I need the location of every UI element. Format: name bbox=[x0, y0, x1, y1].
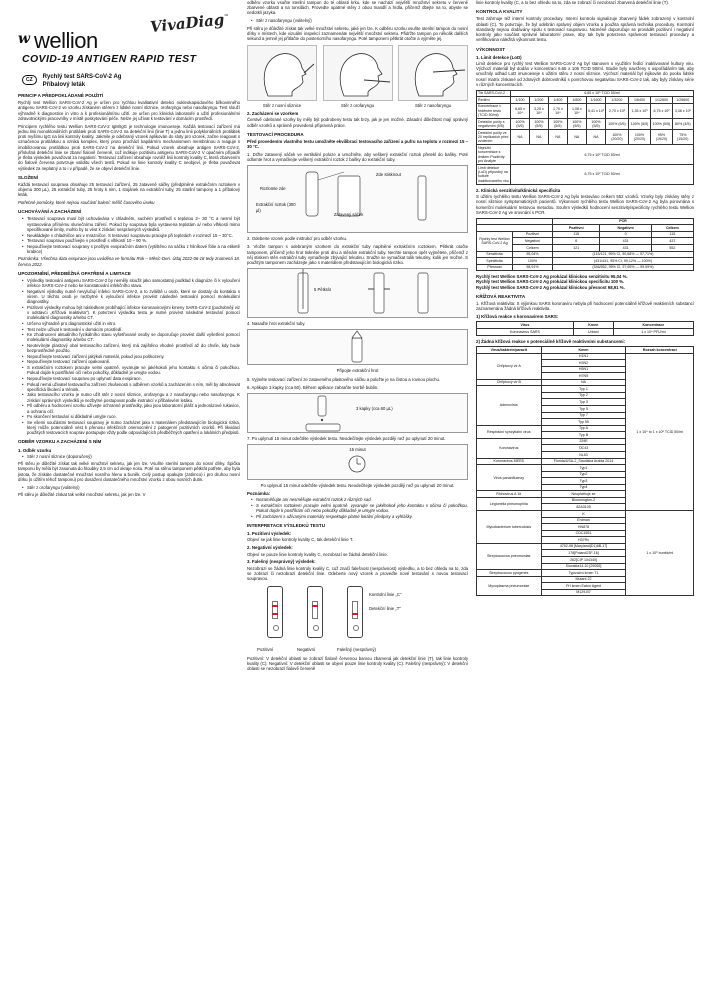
paragraph-falesny-cont: linie kontroly kvality (C, a to bez ohledu na to, zda se zobrazí či nezobrazí zbarvená detekční linie (T). bbox=[476, 0, 669, 5]
step-2: 2. Odeberte vzorek podle instrukcí pro odběr vzorku. bbox=[247, 236, 348, 242]
extraction-buffer-icon bbox=[248, 166, 467, 232]
paragraph-negativni: Objeví se pouze linie kontroly kvality C, nezobrazí se žádná detekční linie. bbox=[247, 551, 388, 557]
paragraph-princip-2: Principem rychlého testu Wellion SARS-CoV-2 IgM/IgG je technologie imunoeseje. Každá testovací zařízení má jednu linii monoklonálních protilátek proti SARS-CoV-2 na detekční linii (linie T) a jednu linii polyklonálních protilátek proti myšímu IgG na linii kontroly kvality. Jakmile je odebraný vzorek aplikován do sloty pro vzorek, začne reagovat s označenou protilátkou a vzniká komplex, který proto prochází kapilárním mechanismem membránou a reaguje s imobilizovanou protilátkou proti SARS-CoV-2 na detekční linii. Pokud vzorek obsahuje antigen SARS-CoV-2, příslušná detekční linie se zbarví fialově červeně, což indikuje pozitivitu antigenu SARS-CoV-2 V opačném případě je třeba výsledek považovat za negativní. Testovací zařízení obsahuje rovněž linii kontroly kvality C, která zbarvením do fialově červena potvrzuje validitu všech testů. Pokud se linie kontroly kvality C neobjeví, je třeba považovat výsledek za neplatný a to i v případě, že se objeví detekční linie. bbox=[18, 123, 240, 171]
table-cell: Virus bbox=[477, 322, 574, 329]
table-cell: 431 bbox=[600, 244, 651, 251]
subheading-lod: 1. Limit detekce (LoD) bbox=[476, 54, 522, 60]
table-cell: Chřipkový vir B bbox=[477, 379, 542, 386]
list-item: • Nezaměňujte ani nesměšujte extrakční roztok z různých sad. bbox=[252, 497, 468, 502]
tube-tip-icon bbox=[248, 330, 467, 364]
table-cell: 552 bbox=[651, 244, 693, 251]
dropper-cassette-icon bbox=[248, 394, 467, 432]
table-cell: H3N2 bbox=[541, 360, 626, 367]
column-3 bbox=[476, 0, 694, 599]
table-cell: Detekční počty ve 20 replikacích před zvolením bbox=[477, 130, 511, 145]
figure-caption: Stěr z nosní sliznice bbox=[262, 103, 302, 109]
wellion-logo bbox=[34, 28, 98, 55]
table-cell: Typ3 bbox=[541, 478, 626, 485]
table-cell: Titr SARS-CoV-2 bbox=[477, 90, 511, 97]
table-cell: NA bbox=[541, 379, 626, 386]
step-6: 6. Aplikujte 3 kapky (cca 60). Během aplikace zabraňte tvorbě bublin. bbox=[247, 384, 379, 390]
table-cell: Virus/bakterie/parazit bbox=[477, 346, 542, 353]
table-cell: Celkem bbox=[651, 225, 693, 232]
section-heading-interpretace: INTERPRETACE VÝSLEDKŮ TESTU bbox=[247, 522, 326, 528]
list-item-nosni: • Stěr z nosní sliznice (doporučený) bbox=[23, 454, 240, 459]
table-cell: 1/12800 bbox=[651, 97, 672, 104]
paragraph-odber-nosni: Při stěru je důležité získat tak velké množství sekretu, jak jen lze. Vsuňte sterilní tampon do nosní dírky. Špička tamponu by měla být zasunuta do hloubky 2,5 cm od okraje nosu. Poté na stěnu tamponem pětkrát potřete, aby byla jistota, že získáte dostatečné množství nosního hlenu a buněk. Celý postup opakujte (zatímco) i pro druhou nosní dírku (s užitím téhož tamponu) pro dosažení dostatečného množství vzorku z obou nosních dutin. bbox=[18, 461, 240, 482]
label-3-kapky: 3 kapky (cca 60 µL) bbox=[356, 405, 393, 411]
subtitle-line-2: Příbalový leták bbox=[42, 81, 86, 88]
table-cell: 121 bbox=[552, 244, 599, 251]
paragraph-pomucky: Potřebné pomůcky, které nejsou součástí balení: měřič časového úseku bbox=[18, 200, 155, 206]
label-invalid: Falešný (nesprávný) bbox=[337, 647, 376, 653]
table-cell: 6,75 x 10² bbox=[651, 103, 672, 118]
table-cell: Specificita bbox=[477, 258, 513, 265]
table-cell: Streptococcus pneumoniae bbox=[477, 543, 542, 569]
list-item: • Se všemi součástmi testovací soupravy je nutno zacházet jako s materiálem představujícím biologická rizika, který může potenciálně vést k přenosu infekčních onemocnění z patogenní pozitivních vzorků. Při likvidaci použitých testovacích souprav postupujte vždy podle odpovídajících předběžných opatření a lokálních předpisů. bbox=[23, 420, 240, 436]
table-cell: H5N1 bbox=[541, 366, 626, 373]
column-1 bbox=[18, 0, 240, 500]
label-detekcni-linie: Detekční linie „T" bbox=[369, 606, 401, 612]
table-cell: Typ4 bbox=[541, 484, 626, 491]
label-petkrat: 5 Pětkrát bbox=[314, 287, 331, 293]
subtitle-line-1: Rychlý test SARS-CoV-2 Ag bbox=[42, 74, 122, 80]
table-cell: 431 bbox=[600, 238, 651, 245]
table-cell: Koronavirus bbox=[477, 438, 542, 458]
list-item: • Nepoužívejte testovací zařízení jakýkoli materiál, pokud jsou poškozeny. bbox=[23, 354, 240, 359]
subtitle bbox=[43, 74, 122, 89]
table-cell: Koronavirus MERS bbox=[477, 458, 542, 465]
list-item: • Při odběru a hodnocení vzorku užívejte ochranné prostředky, jako jsou laboratorní plášť a jednorázové rukavice, a ochranu očí. bbox=[23, 403, 240, 413]
table-cell: 1 x 10⁶ buněk/ml bbox=[626, 511, 694, 596]
table-cell: 5,41 x 10³ bbox=[586, 103, 605, 118]
vivadiag-logo bbox=[149, 10, 230, 36]
list-item: • Jako testovacího vzorku je nutno užít stěr z nosní sliznice, orofaryngu a z nasofaryngu nebo nasofaryngu. K získání správných výsledků je nezbytné postupovat podle instrukcí v příbalovém letáku. bbox=[23, 392, 240, 402]
subheading-pozitivni: 1. Pozitivní výsledek: bbox=[247, 530, 292, 536]
table-cell: 95,04% bbox=[513, 251, 553, 258]
section-heading-krizova: KŘÍŽOVÁ REAKTIVITA bbox=[476, 293, 526, 299]
wellion-logo-mark: w bbox=[18, 31, 31, 47]
paragraph-zachazeni: Čerstvě odebrané vzorky by měly být podrobeny testu tak brzy, jak je jen možné. Zásadní důležitost mají správný odběr vzorků a správně provedená přípravná práce. bbox=[247, 117, 468, 128]
list-item: • Testovací souprava musí být uchovávána v chladném, suchém prostředí s teplotou 2– 30 °C a nesmí být vystavována přímému slunečnímu záření. Pokud by souprava byla vystavena teplotám a/ nebo vlhkosti mimo specifikované limity, mohlo by to vést k získání nesprávných výsledků. bbox=[23, 216, 240, 232]
table-cell: K bbox=[541, 511, 626, 518]
label-zataveny-sacek: Zatavený sáček bbox=[334, 212, 364, 218]
table-cell: (115/121, 95% CI, 90,68% — 97,71%) bbox=[552, 251, 693, 258]
label-rozlomte-zde: Rozlomte zde bbox=[260, 186, 286, 192]
table-cell: 115 bbox=[651, 231, 693, 238]
table-cell: Detekční počty s negativním (5/5) bbox=[477, 119, 511, 130]
paragraph-falesny: Nezobrazí se žádná linie kontroly kvality C, což značí falešnost (nesprávnost) výsledku, a to bez ohledu na to, zda se zobrazí či nezobrazí detekční linie. Odeberte nový vzorek a proveďte nové testování s novou testovací soupravou. bbox=[247, 565, 468, 582]
label-positive: Pozitivní bbox=[257, 647, 274, 653]
table-cell: Urbani bbox=[573, 329, 613, 336]
head-profile-throat-icon bbox=[324, 46, 392, 101]
section-heading-slozeni: SLOŽENÍ bbox=[18, 174, 38, 180]
step-7: 7. Po uplynutí 15 minut odečtěte výsledek testu. Neodečítejte výsledek později než po uplynutí 20 minut. bbox=[247, 435, 446, 441]
subheading-odber-vzorku: 1. Odběr vzorku bbox=[18, 447, 52, 453]
table-cell: 262[CIP 104340] bbox=[541, 556, 626, 563]
table-cell: H7N9 bbox=[541, 373, 626, 380]
table-cell: Slovakia14-10 [29055] bbox=[541, 563, 626, 570]
table-cell: 100% (20/20) bbox=[628, 130, 651, 145]
table-cell: Streptococcus pyogenes bbox=[477, 570, 542, 577]
paragraph-poznamka: Poznámka: Všechna data exspirace jsou uváděna ve formátu Rok – Měsíc-Den. Údaj 2022-06-18 tedy znamená 18. června 2022. bbox=[18, 256, 240, 267]
list-item-orofaryng: • Stěr z orofaryngu (volitelný) bbox=[23, 485, 240, 490]
list-item: • Výsledky testování antigenu SARS-CoV-2 by neměly sloužit jako samostatný podklad k diagnóze či k vyloučení infekce SARS-CoV-2 nebo ke konstatování infekčního stavu. bbox=[23, 278, 240, 288]
table-cell: Mycobacterium tuberculosis bbox=[477, 511, 542, 544]
list-item: • Test nelze užívat k testování v domácím prostředí. bbox=[23, 327, 240, 332]
subheading-krizova-sars: 1) Křížová reakce s koronavirem SARS: bbox=[476, 314, 559, 320]
table-cell: 1/25600 bbox=[672, 97, 693, 104]
section-heading-kontrola: KONTROLA KVALITY bbox=[476, 9, 523, 15]
table-cell: 6,75 x 10² TCID 50/ml bbox=[511, 145, 694, 165]
table-cell: 100% (5/5) bbox=[529, 119, 548, 130]
table-cell: 6,75 x 10² TCID 50/ml bbox=[511, 165, 694, 185]
table-cell: 6,65 x 10⁴ bbox=[511, 103, 530, 118]
summary-specificity: Rychlý test Wellion SARS-CoV-2 Ag prokázal klinickou specificitu 100 %. bbox=[476, 279, 625, 285]
table-cell: Rhinovirus A 16 bbox=[477, 491, 542, 498]
list-item: • S extrakčním roztokem pracujte velmi opatrně, vyvarujte se jakéhokoli jeho kontaktu s očima či pokožkou. Pokud dojde k postříkání očí nebo pokožky, důkladně je umyjte vodou. bbox=[23, 365, 240, 375]
table-cell: Typizační kmen T1 bbox=[541, 570, 626, 577]
list-item: • Neukládejte v chladničce ani v mrazničce. S testovací soupravou pracujte při teplotách v rozmezí 15 – 30°C. bbox=[23, 233, 240, 238]
brand-header bbox=[18, 0, 240, 65]
list-item: • Určeno výhradně pro diagnostické užití in vitro. bbox=[23, 321, 240, 326]
table-cell: 100% (5/5) bbox=[567, 119, 586, 130]
table-cell: Mutant 22 bbox=[541, 576, 626, 583]
table-cell: 100% (5/5) bbox=[548, 119, 567, 130]
table-cell: 100% bbox=[513, 258, 553, 265]
table-cell: Typ 1 bbox=[541, 386, 626, 393]
table-cell: NA bbox=[586, 130, 605, 145]
paragraph-lod: Limit detekce pro rychlý test Wellion SARS-CoV-2 Ag byl stanoven s využitím ředící inaktivované kultury viru. Výchozí materiál byl dodán v koncentraci 6.65 x 106 TCID 50/ml. Studie byly navrženy s uspořádáním tak, aby umožnily odhad LoD imunoeseje s užitím stěru z nosní sliznice. Výchozí materiál byl injikován do pooku lidské nosní matrix získané od zdravých dobrovolníků s povrchovou negativitou SARS-CoV-2 tak, aby byly získány série v různých koncentracích. bbox=[476, 60, 694, 87]
diagram-swab-rotation bbox=[247, 268, 468, 318]
section-heading-odber: ODBĚR VZORKU A ZACHÁZENÍ S NÍM bbox=[18, 439, 102, 445]
figure-nosni bbox=[247, 45, 317, 108]
table-cell: 1,08 x 10⁴ bbox=[567, 103, 586, 118]
paragraph-procedura: Před provedením vlastního testu umožněte ekvilibraci testovacího zařízení a pufru na teplotu v rozmezí 15 – 30 °C. bbox=[247, 138, 468, 150]
table-cell: 4752-98 [Maryland(D1)6B-17] bbox=[541, 543, 626, 550]
step-4: 4. Nasaďte hrot extrakční tuby. bbox=[247, 321, 306, 327]
table-cell: Adenovirus bbox=[477, 386, 542, 425]
paragraph-klinicka: S užitím rychlého testu Wellion SARS-CoV-2 Ag bylo testováno celkem 552 vzorků. Vzorky byly získány stěry z nosní sliznice symptomatických pacientů. Výkonnost rychlého testu Wellion SARS-CoV-2 Ag byla porovnána s komerční molekulární testovou metodou. Souhrn výsledků hodnocení senzitivity/specificity rychlého testu Wellion SARS-CoV-2 Ag ve srovnání s PCR. bbox=[476, 194, 694, 215]
table-cell: Typ 3 bbox=[541, 399, 626, 406]
table-cell: NL63 bbox=[541, 451, 626, 458]
table-cell: Pozitivní bbox=[552, 225, 599, 232]
table-cell: Koronavirus SARS bbox=[477, 329, 574, 336]
table-cell: 115 bbox=[552, 231, 599, 238]
timer-icon bbox=[248, 452, 467, 476]
figure-caption: Stěr z orofaryngu bbox=[341, 103, 374, 109]
list-item: • Nepoužívejte testovací zařízení opakovaně. bbox=[23, 359, 240, 364]
table-cell: 1,70 x 10⁴ bbox=[548, 103, 567, 118]
diagram-extraction bbox=[247, 165, 468, 233]
swab-in-tube-icon bbox=[248, 269, 467, 317]
step-1: 1. Držte zatavený sáček ve vertikální poloze a umožněte, aby veškerý extrakční roztok přetekl do baňky. Poté odlomte hrot a vymačkejte veškerý extrakční roztok z baňky do extrakční tuby. bbox=[247, 151, 468, 163]
paragraph-slozeni: Každá testovací souprava obsahuje 25 testovací zařízení, 25 zataveně sáčky (předplněné extrakčním roztokem v objemu 300 µL), 25 extrakční tuby, 25 hroty k nim, 1 stojánek na extrakční tuby, 25 starilní tampony a 1 příbalový leták. bbox=[18, 181, 240, 198]
list-item: • S extrakčním roztokem pracujte velmi opatrně. vyvarujte se jakéhokoli jeho kontaktu s očima či pokožkou. Pokud dojde k postříkání očí nebo pokožky důkladně je umyjte vodou. bbox=[252, 503, 468, 513]
language-row bbox=[22, 74, 240, 89]
table-cell: Mycoplasma pneumoniae bbox=[477, 576, 542, 596]
table-cell: 95% (19/20) bbox=[651, 130, 672, 145]
table-cell: Koncentrace v ředěném testu (TCID 50/ml) bbox=[477, 103, 511, 118]
section-heading-vykonnost: VÝKONNOST bbox=[476, 46, 506, 52]
cross-reactivity-sars-table bbox=[476, 321, 694, 335]
table-cell: 80% (4/5) bbox=[672, 119, 693, 130]
summary-sensitivity: Rychlý test Wellion SARS-CoV-2 Ag prokázal klinickou senzitivitu 95,04 %. bbox=[476, 274, 628, 280]
table-cell: 437 bbox=[651, 238, 693, 245]
table-cell: 229E bbox=[541, 438, 626, 445]
table-cell: NA bbox=[548, 130, 567, 145]
paragraph-nasofaryng: Při stěru je důležité získat tak velké množství sekretu, jaké jen lze. K odběru vzorku vsuňte sterilní tampon do nosní dírky v místech, kde vizuální inspekcí zaznamenáte největší množství sekretu. Přidržte tampon po několik dalších sekund a jemně jej přitlačte do posteriorního nasofaryngu. Poté tamponem pětkrát otočte a vyjměte jej. bbox=[247, 25, 468, 41]
table-cell: 1/100 bbox=[511, 97, 530, 104]
table-cell: NA bbox=[567, 130, 586, 145]
paragraph-princip-1: Rychlý test Wellion SARS-CoV-2 Ag je určen pro rychlou kvalitativní detekci nukleokapsidového bílkovinného antigenu SARS-CoV-2 ve vzorku získaném stěrem z lidské nosní sliznice, orofaryngu nebo nasofaryngu. Test slouží výhradně k diagnostice in vitro a k profesionálnímu užití. Je určen pro klinická laboratoře a užití profesionálními zdravotnickými pracovníky v místě poskytování péče. Nelze jej užívat k testování v domácím prostředí. bbox=[18, 100, 240, 121]
table-cell: 1/800 bbox=[567, 97, 586, 104]
summary-accuracy: Rychlý test Wellion SARS-CoV-2 Ag prokázal klinickou přesnost 98,91 %. bbox=[476, 284, 625, 290]
table-cell: H1N1 bbox=[541, 353, 626, 360]
table-cell: Typ B bbox=[541, 432, 626, 439]
swab-figures bbox=[247, 45, 468, 108]
table-cell: Typ A bbox=[541, 425, 626, 432]
step-5: 5. Vyjměte testovací zařízení ze zataveného plastového sáčku a položte je na čistou a rovnou plochu. bbox=[247, 376, 441, 382]
wellion-logo-word: wellion bbox=[34, 28, 98, 53]
list-item: • Pozitivní výsledky mohou být následkem probíhající infekce koronavirovými kmeny SARS-CoV-2 (podrobněji viz v odstavci „Křížová reaktivita"). K potvrzení výsledku testu je nutné provést následné testování pomocí molekulární diagnostiky a/nebo CT. bbox=[23, 305, 240, 321]
table-cell: Typ 5 bbox=[541, 406, 626, 413]
cross-reactivity-table bbox=[476, 346, 694, 596]
list-item: • Ke zhodnocení aktuálního fyzikálního stavu vyšetřované osoby se doporučuje provést další vyšetření pomocí molekulární diagnostiky a/nebo CT. bbox=[23, 332, 240, 342]
table-cell: 1 x 10⁴ PFU/ml bbox=[613, 329, 693, 336]
figure-caption: Stěr z nasofaryngu bbox=[414, 103, 452, 109]
table-cell: H37Rv bbox=[541, 537, 626, 544]
table-cell: 100% (5/5) bbox=[606, 119, 629, 130]
list-item: • Po skončení testování si důkladně umyjte ruce. bbox=[23, 414, 240, 419]
subheading-zachazeni: 2. Zacházení se vzorkem bbox=[247, 110, 299, 116]
paragraph-odber-orofaryng: Při stěru je důležité získat tak velké množství sekretu, jak jen lze. V bbox=[18, 491, 146, 497]
section-heading-princip: PRINCIP A PŘEDPOKLÁDANÉ POUŽITÍ bbox=[18, 93, 104, 98]
diagram-result-cassettes bbox=[247, 584, 468, 648]
section-heading-uchovavani: UCHOVÁVÁNÍ A ZACHÁZENÍ bbox=[18, 209, 81, 215]
list-item: • Při zacházení s užívanými materiály respektujte platné lokální předpisy a vyhlášky. bbox=[252, 514, 468, 519]
list-item: • Nepoužívejte testovací soupravy s prošlým exspiračním datem (vytištěno na sáčku z hliníkové fólie a na etiketě krabice) bbox=[23, 244, 240, 254]
head-profile-nasopharynx-icon bbox=[399, 46, 467, 101]
table-cell: CDC1551 bbox=[541, 530, 626, 537]
table-cell: Ředění bbox=[477, 97, 511, 104]
subheading-klinicka: 2. Klinická senzitivita/klinická specificita bbox=[476, 187, 561, 193]
table-cell: 2,70 x 10³ bbox=[606, 103, 629, 118]
table-cell: 3,25 x 10⁴ bbox=[529, 103, 548, 118]
list-item: • Negativní výsledky nutně nevylučují infekci SARS-CoV-2, a to zvláště u osob, které se dostaly do kontaktu s virem. U těchto osob je nezbytné k vyloučení infekce provést následné testování pomocí molekulární diagnostiky. bbox=[23, 289, 240, 305]
table-cell: Neuplatňuje se bbox=[541, 491, 626, 498]
section-heading-upozorneni: UPOZORNĚNÍ, PŘEDBĚŽNÁ OPATŘENÍ A LIMITACE bbox=[18, 270, 131, 276]
subheading-poznamka: Poznámka: bbox=[247, 490, 271, 496]
table-cell: 1 x 10⁴ to 1 x 10⁶ TCID 50/ml bbox=[626, 353, 694, 511]
step-3: 3. Vložte tampon s odebraným vzorkem do extrakční tuby naplněné extrakčním roztokem. Pětkrát otočte tamponem, přičemž jeho hrot tiskněte proti dnu a stěnám extrakční tuby. Nechte tampon opět vyjmětete, přičemž z něj stiskem stěn extrakční tuby vymačkejte zbývající tekutinu. Snažte se vymačkat tolik tekutiny, kolik jen možné. S použitým tamponem zacházejte jako s materiálem představujícím biologická riziko. bbox=[247, 244, 468, 265]
table-cell: OC43 bbox=[541, 445, 626, 452]
label-negative: Negativní bbox=[297, 647, 316, 653]
table-cell: Rozsah koncentrací bbox=[626, 346, 694, 353]
diagram-timer bbox=[247, 444, 468, 480]
section-heading-procedura: TESTOVACÍ PROCEDURA bbox=[247, 131, 304, 137]
table-cell: NA bbox=[529, 130, 548, 145]
list-item: • Nepoužívejte testovací soupravu po uplynutí data exspirace. bbox=[23, 376, 240, 381]
label-extrakcni-roztok: Extrakční roztok (300 µl) bbox=[256, 202, 296, 213]
list-item: • Testovací soupravu používejte v prostředí s vlhkostí 10 – 90 %. bbox=[23, 238, 240, 243]
caption-timer: Po uplynutí 15 minut odečtěte výsledek testu. Neodečítejte výsledek později než po uplynutí 20 minut. bbox=[260, 482, 455, 488]
table-cell: 100% (5/5) bbox=[651, 119, 672, 130]
lod-table bbox=[476, 90, 694, 185]
table-cell: 1/3200 bbox=[606, 97, 629, 104]
table-cell: Virus parainfluenzy bbox=[477, 465, 542, 491]
table-cell: 1/400 bbox=[548, 97, 567, 104]
list-item-nasofaryng: • Stěr z nasofaryngu (volitelný) bbox=[252, 18, 468, 23]
table-cell: Celkem bbox=[513, 244, 553, 251]
head-profile-nose-icon bbox=[248, 46, 316, 101]
diagram-attach-tip bbox=[247, 329, 468, 365]
label-15-minut: 15 minut bbox=[349, 446, 366, 452]
table-cell: Negativní bbox=[600, 225, 651, 232]
table-cell: FH kmen Eaton Agent bbox=[541, 583, 626, 590]
table-cell: Rychlý test Wellion SARS-CoV-2 Ag bbox=[477, 231, 513, 251]
subheading-krizova-substance: 2) Žádná křížová reakce s potenciálně křížově reaktivními substancemi: bbox=[476, 338, 626, 344]
table-cell: 178[Poland23F-16] bbox=[541, 550, 626, 557]
list-item: • Neotevírejte plastový obal testovacího zařízení, který má zajištěno vhodné prostředí až do chvíle, kdy bude bezprostředně použito. bbox=[23, 343, 240, 353]
list-item: • Pokud nemá uživatel testovacího zařízení zkušenosti s odběrem vzorků a zacházením s ním, měl by absolvovat specifická školení a trénink. bbox=[23, 382, 240, 392]
list-poznamka bbox=[252, 497, 468, 519]
table-cell: Typ1 bbox=[541, 465, 626, 472]
table-cell: 100% (5/5) bbox=[628, 119, 651, 130]
table-cell: Přesnost bbox=[477, 264, 513, 271]
list-upozorneni bbox=[23, 278, 240, 436]
table-cell: 6 bbox=[552, 238, 599, 245]
table-cell: (546/552, 95% CI, 97,65% — 99,59%) bbox=[552, 264, 693, 271]
table-cell: Respirační syncytiální virus bbox=[477, 425, 542, 438]
paragraph-pozitivni: Objeví se jak linie kontroly kvality C, tak detekční linie T. bbox=[247, 537, 354, 543]
table-cell: Koncentrace bbox=[613, 322, 693, 329]
table-cell: NA bbox=[511, 130, 530, 145]
table-cell: Typ 7 bbox=[541, 412, 626, 419]
figure-orofaryng bbox=[323, 45, 393, 108]
cassette-negative bbox=[307, 586, 323, 638]
table-cell: Pozitivní bbox=[513, 231, 553, 238]
table-cell: 1/6400 bbox=[628, 97, 651, 104]
diagram-apply-drops bbox=[247, 393, 468, 433]
table-cell: 1/1600 bbox=[586, 97, 605, 104]
label-kontrolni-linie: Kontrolní linie „C" bbox=[369, 592, 402, 598]
list-uchovavani bbox=[23, 216, 240, 254]
clinical-table bbox=[476, 218, 694, 272]
table-cell: 75% (15/20) bbox=[672, 130, 693, 145]
table-cell: Typ 2 bbox=[541, 392, 626, 399]
table-cell: 100% (5/5) bbox=[586, 119, 605, 130]
paragraph-interp-summary: Pozitivní: V detekční oblasti se zobrazí fialově červenou barvou zbarvená jak detekční linie (T), tak linie kontroly kvality (C). Negativní: V detekční oblasti se objeví pouze linie kontroly kvality (C). Falešný (nesprávný): V detekční oblasti se nezobrazí fialově červeně bbox=[247, 655, 468, 672]
main-title: COVID-19 ANTIGEN RAPID TEST bbox=[22, 53, 197, 65]
table-cell: Typ 55 bbox=[541, 419, 626, 426]
table-cell: Senzitivita bbox=[477, 251, 513, 258]
table-cell: 6,65 x 10⁶ TCID 50/ml bbox=[511, 90, 694, 97]
paragraph-kontrola: Test zahrnuje též interní kontroly procedury. Interní kontrolu signalizuje zbarvený fádek zobrazený v kontrolní oblasti (C). To potvrzuje, že byl odebrán správný objem vzorku a použita správná technika procedury. Kontrolní standardy nejsou dodávány spolu s testovací soupravou. Nicméně doporučuje se provádět pozitivní i negativní kontroly jako součást správné laboratorní praxe, aby tak byla potvrzena správnost testovací procedury a verifikována náležitá výkonnost testu. bbox=[476, 16, 694, 43]
table-cell: Limit detekce (LoD) přípustný na kultuře inaktivovaného viru bbox=[478, 165, 509, 183]
table-cell: Erdman bbox=[541, 517, 626, 524]
table-cell: 1/200 bbox=[529, 97, 548, 104]
table-cell: M129-B7 bbox=[541, 589, 626, 596]
table-cell: 1,35 x 10³ bbox=[628, 103, 651, 118]
column-2 bbox=[247, 0, 468, 674]
table-cell: 100% (5/5) bbox=[511, 119, 530, 130]
subheading-negativni: 2. Negativní výsledek: bbox=[247, 545, 293, 551]
label-zde-stisknout: Zde stisknout bbox=[376, 172, 401, 178]
table-cell: Chřipkový vir A bbox=[477, 353, 542, 379]
table-cell: Kmen bbox=[541, 346, 626, 353]
language-badge: CZ bbox=[22, 75, 37, 85]
table-cell: Typ2 bbox=[541, 471, 626, 478]
table-cell: 0 bbox=[600, 231, 651, 238]
cassette-invalid bbox=[347, 586, 363, 638]
table-cell: Bloomington-2 bbox=[541, 497, 626, 504]
vivadiag-logo-word: VivaDiag bbox=[149, 10, 226, 37]
table-cell: Legionella pneumophila bbox=[477, 497, 542, 510]
trademark-mark: ™ bbox=[223, 13, 230, 21]
table-cell: HN878 bbox=[541, 524, 626, 531]
table-cell: PCR bbox=[552, 218, 693, 225]
table-cell: (431/431, 95% CI, 99,12% — 100%) bbox=[552, 258, 693, 265]
table-cell: Negativní bbox=[513, 238, 553, 245]
table-cell: Florida/USA-2_Saudiská Arabia 2014 bbox=[541, 458, 626, 465]
paragraph-krizova: 1. Křížová reaktivita: S výjimkou SARS koronaviru nebyla při hodnocení potenciálně křížově reaktivních substancí zaznamenána žádná křížová reaktivita. bbox=[476, 301, 694, 312]
table-cell: 100% (20/20) bbox=[606, 130, 629, 145]
table-cell: 82A3105 bbox=[541, 504, 626, 511]
paragraph-orofaryng-cont: odběru vzorku vsuňte sterilní tampon do té oblasti krku, kde se nachází největší množství sekretu v červeně zbarvené oblasti a na tonsilách. Provedte opatrné stěry z obou mandlí a hrdla, přičemž dbejte na to, abyste se nedotkli jazyka. bbox=[247, 0, 468, 16]
table-cell: Nejnižší koncentrace s limitem Pozitivity pro Analyte bbox=[477, 145, 511, 165]
figure-nasofaryng bbox=[398, 45, 468, 108]
table-cell: 3,38 x 10² bbox=[672, 103, 693, 118]
table-cell: 98,91% bbox=[513, 264, 553, 271]
cassette-positive bbox=[267, 586, 283, 638]
label-pripojte-hrot: Připojte extrakční hrot bbox=[336, 368, 379, 374]
subheading-falesny: 3. Falešný (nesprávný) výsledek: bbox=[247, 559, 316, 565]
table-cell: Kmen bbox=[573, 322, 613, 329]
